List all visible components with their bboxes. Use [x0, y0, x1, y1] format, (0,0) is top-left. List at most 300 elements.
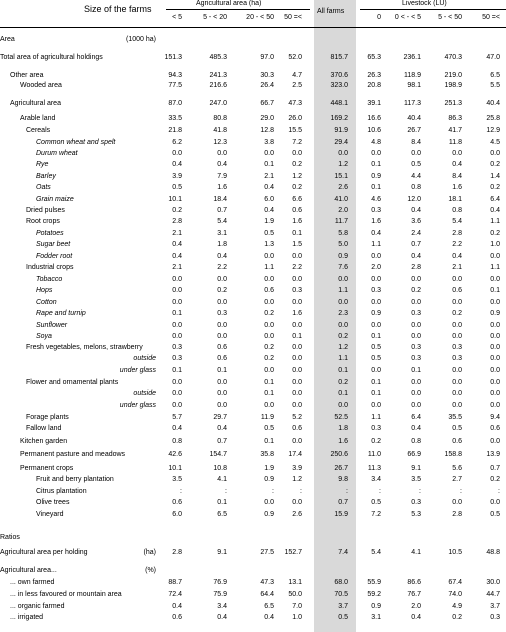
table-row — [0, 497, 506, 510]
table-cell: 0.1 — [292, 333, 302, 340]
table-cell: 8.4 — [411, 139, 421, 146]
table-row — [0, 532, 506, 545]
table-cell: 4.4 — [411, 173, 421, 180]
table-cell: 1.1 — [371, 414, 381, 421]
livestock-col-heading: 5 - < 50 — [438, 14, 462, 21]
row-label: Vineyard — [36, 511, 64, 518]
table-cell: 1.1 — [338, 287, 348, 294]
table-cell: 0.2 — [452, 310, 462, 317]
table-cell: 2.2 — [217, 264, 227, 271]
table-cell: 0.2 — [264, 310, 274, 317]
table-cell: 0.3 — [172, 344, 182, 351]
livestock-group-rule — [360, 9, 506, 10]
table-cell: 4.8 — [371, 139, 381, 146]
table-cell: 10.5 — [448, 549, 462, 556]
table-cell: 0.5 — [371, 355, 381, 362]
row-label: ... irrigated — [10, 614, 44, 621]
table-cell: 0.6 — [172, 614, 182, 621]
table-cell: 9.1 — [217, 549, 227, 556]
table-cell: 52.5 — [334, 414, 348, 421]
table-cell: 0.1 — [292, 230, 302, 237]
table-cell: 2.8 — [452, 230, 462, 237]
table-cell: 6.5 — [264, 603, 274, 610]
table-cell: 66.7 — [260, 100, 274, 107]
table-cell: 30.3 — [260, 72, 274, 79]
table-cell: 0.1 — [217, 367, 227, 374]
table-cell: 0.4 — [411, 207, 421, 214]
row-label: Industrial crops — [26, 264, 74, 271]
table-cell: 0.0 — [338, 276, 348, 283]
table-cell: 0.0 — [292, 150, 302, 157]
table-cell: 0.5 — [371, 499, 381, 506]
table-cell: 2.0 — [371, 264, 381, 271]
size-of-farms-heading: Size of the farms — [84, 4, 152, 14]
table-cell: 0.5 — [264, 425, 274, 432]
table-cell: 0.0 — [172, 150, 182, 157]
table-cell: 17.4 — [288, 451, 302, 458]
table-cell: 0.1 — [371, 184, 381, 191]
table-cell: 15.5 — [288, 127, 302, 134]
table-cell: 117.3 — [404, 100, 421, 107]
table-cell: 5.4 — [371, 549, 381, 556]
table-cell: 0.6 — [217, 355, 227, 362]
table-cell: 1.6 — [371, 218, 381, 225]
table-row — [0, 400, 506, 413]
table-cell: 76.7 — [407, 591, 421, 598]
table-cell: 1.1 — [338, 355, 348, 362]
table-cell: 7.2 — [292, 139, 302, 146]
table-cell: 0.0 — [217, 390, 227, 397]
row-label: Tobacco — [36, 276, 63, 283]
table-cell: 1.2 — [338, 344, 348, 351]
table-row — [0, 509, 506, 522]
table-cell: 6.5 — [490, 72, 500, 79]
row-label: Fodder root — [36, 253, 73, 260]
table-cell: 0.7 — [490, 465, 500, 472]
table-cell: 0.2 — [490, 161, 500, 168]
table-cell: : — [180, 488, 182, 495]
table-cell: 0.3 — [411, 355, 421, 362]
table-cell: 1.2 — [292, 173, 302, 180]
table-cell: 0.0 — [292, 299, 302, 306]
table-cell: : — [498, 488, 500, 495]
table-cell: 158.8 — [444, 451, 462, 458]
table-cell: 0.0 — [490, 322, 500, 329]
livestock-col-heading: 0 < - < 5 — [394, 14, 421, 21]
row-label: Rye — [36, 161, 49, 168]
table-cell: 0.4 — [172, 253, 182, 260]
table-cell: 2.7 — [452, 476, 462, 483]
table-cell: 0.0 — [452, 150, 462, 157]
row-label: Sunflower — [36, 322, 68, 329]
table-cell: 1.6 — [217, 184, 227, 191]
table-cell: 0.3 — [411, 310, 421, 317]
table-cell: 41.0 — [334, 196, 348, 203]
table-cell: 12.0 — [407, 196, 421, 203]
table-cell: 0.0 — [264, 276, 274, 283]
table-cell: 35.5 — [448, 414, 462, 421]
table-cell: 0.0 — [292, 402, 302, 409]
table-cell: 0.4 — [411, 425, 421, 432]
table-cell: 6.0 — [172, 511, 182, 518]
row-label: Area — [0, 36, 15, 43]
table-cell: 0.9 — [264, 476, 274, 483]
table-cell: 0.0 — [490, 299, 500, 306]
row-label: Agricultural area — [10, 100, 61, 107]
table-cell: 0.9 — [264, 511, 274, 518]
table-cell: 0.4 — [217, 614, 227, 621]
table-cell: 0.0 — [452, 390, 462, 397]
table-cell: 1.3 — [264, 241, 274, 248]
row-label: Fallow land — [26, 425, 62, 432]
table-cell: 75.9 — [213, 591, 227, 598]
table-cell: 0.1 — [338, 367, 348, 374]
table-cell: 0.0 — [490, 355, 500, 362]
table-cell: 0.0 — [490, 150, 500, 157]
row-label: Wooded area — [20, 82, 62, 89]
table-cell: 0.6 — [292, 425, 302, 432]
row-label: Kitchen garden — [20, 438, 68, 445]
table-cell: 0.8 — [411, 438, 421, 445]
table-cell: 0.0 — [172, 333, 182, 340]
table-cell: 77.5 — [168, 82, 182, 89]
table-cell: 12.8 — [260, 127, 274, 134]
table-cell: 1.1 — [371, 241, 381, 248]
table-cell: 9.8 — [338, 476, 348, 483]
table-cell: 0.4 — [264, 184, 274, 191]
table-cell: 41.8 — [213, 127, 227, 134]
table-cell: 3.1 — [371, 614, 381, 621]
table-cell: 0.1 — [371, 333, 381, 340]
table-cell: 0.3 — [452, 355, 462, 362]
table-cell: 47.0 — [486, 54, 500, 61]
table-cell: 0.2 — [411, 287, 421, 294]
table-cell: 0.0 — [411, 402, 421, 409]
row-label: outside — [133, 355, 156, 362]
table-cell: 0.8 — [172, 438, 182, 445]
table-cell: 0.1 — [264, 438, 274, 445]
table-cell: 7.4 — [338, 549, 348, 556]
table-cell: 7.9 — [217, 173, 227, 180]
table-cell: 3.9 — [292, 465, 302, 472]
table-cell: 0.0 — [490, 367, 500, 374]
table-cell: 8.4 — [452, 173, 462, 180]
table-row — [0, 589, 506, 602]
table-cell: 88.7 — [168, 579, 182, 586]
row-label: ... own farmed — [10, 579, 55, 586]
table-cell: 1.8 — [217, 241, 227, 248]
table-cell: 6.4 — [411, 414, 421, 421]
table-cell: 2.8 — [172, 549, 182, 556]
table-cell: 0.1 — [264, 379, 274, 386]
table-cell: 0.0 — [490, 333, 500, 340]
table-cell: 0.0 — [411, 333, 421, 340]
table-cell: 0.0 — [264, 150, 274, 157]
table-cell: 0.3 — [452, 344, 462, 351]
table-cell: 59.2 — [367, 591, 381, 598]
row-label: Ratios — [0, 534, 20, 541]
table-cell: 5.7 — [172, 414, 182, 421]
table-cell: 1.0 — [292, 614, 302, 621]
table-cell: 3.7 — [490, 603, 500, 610]
table-cell: 21.8 — [168, 127, 182, 134]
row-label: Barley — [36, 173, 56, 180]
table-cell: 0.0 — [338, 150, 348, 157]
row-label: Soya — [36, 333, 52, 340]
table-cell: 0.0 — [338, 402, 348, 409]
table-cell: 0.0 — [264, 322, 274, 329]
table-cell: 2.4 — [411, 230, 421, 237]
table-cell: 0.2 — [292, 184, 302, 191]
row-label: Durum wheat — [36, 150, 78, 157]
table-cell: 0.0 — [292, 390, 302, 397]
table-cell: 1.6 — [292, 218, 302, 225]
table-cell: 0.0 — [217, 402, 227, 409]
row-label: Fruit and berry plantation — [36, 476, 114, 483]
table-cell: 67.4 — [448, 579, 462, 586]
row-label: Grain maize — [36, 196, 74, 203]
table-cell: 1.0 — [490, 241, 500, 248]
table-cell: 0.4 — [217, 253, 227, 260]
table-cell: 47.3 — [260, 579, 274, 586]
table-cell: 1.1 — [490, 264, 500, 271]
table-cell: 11.9 — [260, 414, 274, 421]
table-cell: 2.8 — [452, 511, 462, 518]
table-cell: 9.1 — [411, 465, 421, 472]
table-cell: 0.0 — [452, 322, 462, 329]
row-unit: (1000 ha) — [126, 36, 156, 43]
table-cell: 2.6 — [292, 511, 302, 518]
table-cell: 0.1 — [264, 390, 274, 397]
table-row — [0, 80, 506, 93]
table-cell: 0.6 — [172, 499, 182, 506]
table-cell: 0.2 — [490, 184, 500, 191]
table-cell: 815.7 — [330, 54, 348, 61]
table-cell: 2.1 — [172, 264, 182, 271]
table-cell: 470.3 — [444, 54, 462, 61]
table-cell: 65.3 — [367, 54, 381, 61]
table-cell: 2.1 — [452, 264, 462, 271]
table-cell: 0.8 — [411, 184, 421, 191]
table-cell: 0.0 — [217, 276, 227, 283]
table-cell: 48.8 — [486, 549, 500, 556]
table-row — [0, 449, 506, 462]
table-cell: 2.2 — [292, 264, 302, 271]
table-cell: 0.0 — [371, 402, 381, 409]
table-row — [0, 52, 506, 65]
table-cell: 0.0 — [411, 379, 421, 386]
table-cell: 3.8 — [264, 139, 274, 146]
table-cell: 1.2 — [292, 476, 302, 483]
table-cell: 0.0 — [371, 150, 381, 157]
table-cell: 44.7 — [486, 591, 500, 598]
table-cell: 2.2 — [452, 241, 462, 248]
table-cell: 5.4 — [452, 218, 462, 225]
table-cell: 0.9 — [338, 253, 348, 260]
table-cell: 26.4 — [260, 82, 274, 89]
table-cell: 198.9 — [444, 82, 462, 89]
table-cell: 0.3 — [371, 207, 381, 214]
table-cell: 76.9 — [213, 579, 227, 586]
table-cell: 0.0 — [371, 367, 381, 374]
table-cell: 25.8 — [486, 115, 500, 122]
table-cell: : — [419, 488, 421, 495]
table-cell: 0.0 — [217, 379, 227, 386]
table-cell: 0.2 — [217, 287, 227, 294]
table-cell: 0.0 — [452, 379, 462, 386]
table-cell: 52.0 — [288, 54, 302, 61]
table-cell: 3.5 — [411, 476, 421, 483]
table-cell: 0.7 — [217, 207, 227, 214]
table-cell: 0.9 — [371, 603, 381, 610]
table-row — [0, 423, 506, 436]
header-bottom-rule — [0, 27, 506, 28]
table-cell: 0.4 — [411, 253, 421, 260]
table-cell: 72.4 — [168, 591, 182, 598]
table-cell: 0.0 — [292, 344, 302, 351]
table-cell: 0.0 — [490, 253, 500, 260]
table-cell: 0.0 — [264, 402, 274, 409]
table-cell: 448.1 — [330, 100, 348, 107]
table-cell: 0.6 — [292, 207, 302, 214]
table-cell: 0.4 — [172, 425, 182, 432]
row-label: Permanent crops — [20, 465, 74, 472]
table-cell: 0.0 — [490, 379, 500, 386]
table-cell: 3.4 — [371, 476, 381, 483]
table-cell: 0.5 — [338, 614, 348, 621]
table-row — [0, 216, 506, 229]
table-row — [0, 436, 506, 449]
table-cell: 39.1 — [367, 100, 381, 107]
table-cell: 0.2 — [490, 230, 500, 237]
table-cell: 5.3 — [411, 511, 421, 518]
table-cell: 0.4 — [217, 161, 227, 168]
table-cell: 0.6 — [452, 287, 462, 294]
table-cell: 0.9 — [371, 310, 381, 317]
area-col-heading: < 5 — [172, 14, 182, 21]
table-cell: 35.8 — [260, 451, 274, 458]
table-cell: 4.9 — [452, 603, 462, 610]
table-cell: 0.0 — [217, 299, 227, 306]
table-row — [0, 612, 506, 625]
table-cell: 12.3 — [213, 139, 227, 146]
table-cell: 0.0 — [172, 322, 182, 329]
row-label: Potatoes — [36, 230, 64, 237]
table-cell: 5.5 — [490, 82, 500, 89]
table-cell: 4.5 — [490, 139, 500, 146]
table-cell: 41.7 — [448, 127, 462, 134]
area-col-heading: 20 - < 50 — [246, 14, 274, 21]
table-row — [0, 577, 506, 590]
table-cell: 0.0 — [217, 333, 227, 340]
table-cell: 0.3 — [371, 425, 381, 432]
table-cell: 87.0 — [168, 100, 182, 107]
table-cell: 0.4 — [172, 603, 182, 610]
table-cell: 70.5 — [334, 591, 348, 598]
table-cell: 94.3 — [168, 72, 182, 79]
table-cell: 16.6 — [367, 115, 381, 122]
table-cell: 10.8 — [213, 465, 227, 472]
table-cell: 0.2 — [172, 207, 182, 214]
table-cell: 0.5 — [452, 425, 462, 432]
table-cell: 0.0 — [490, 438, 500, 445]
row-label: under glass — [119, 402, 156, 409]
table-cell: 0.3 — [371, 287, 381, 294]
table-cell: 5.8 — [338, 230, 348, 237]
row-label: Rape and turnip — [36, 310, 86, 317]
table-cell: 0.4 — [217, 425, 227, 432]
table-cell: 5.0 — [338, 241, 348, 248]
table-cell: 7.6 — [338, 264, 348, 271]
table-cell: 26.7 — [407, 127, 421, 134]
table-cell: 0.0 — [264, 253, 274, 260]
livestock-group-heading: Livestock (LU) — [402, 0, 447, 7]
row-unit: (ha) — [143, 549, 156, 556]
table-cell: 1.2 — [338, 161, 348, 168]
table-cell: : — [460, 488, 462, 495]
table-cell: 0.0 — [452, 276, 462, 283]
table-cell: 0.0 — [452, 499, 462, 506]
row-label: Agricultural area... — [0, 567, 57, 574]
table-cell: 0.3 — [411, 344, 421, 351]
table-cell: 0.0 — [371, 299, 381, 306]
table-cell: 11.0 — [367, 451, 381, 458]
row-label: Forage plants — [26, 414, 69, 421]
table-cell: 18.1 — [448, 196, 462, 203]
table-cell: 0.5 — [490, 511, 500, 518]
table-cell: 4.7 — [292, 72, 302, 79]
table-cell: 50.0 — [288, 591, 302, 598]
table-cell: 0.1 — [371, 390, 381, 397]
table-cell: 0.5 — [264, 230, 274, 237]
table-cell: 0.4 — [452, 161, 462, 168]
livestock-col-heading: 0 — [377, 14, 381, 21]
table-row — [0, 565, 506, 578]
area-group-rule — [166, 9, 310, 10]
table-cell: 0.0 — [292, 499, 302, 506]
table-cell: 9.4 — [490, 414, 500, 421]
table-cell: 0.3 — [490, 614, 500, 621]
table-cell: 0.0 — [452, 333, 462, 340]
table-cell: 0.7 — [338, 499, 348, 506]
table-cell: 219.0 — [444, 72, 462, 79]
table-cell: 98.1 — [407, 82, 421, 89]
table-cell: 0.0 — [172, 276, 182, 283]
table-cell: 1.8 — [338, 425, 348, 432]
table-cell: 0.0 — [452, 299, 462, 306]
row-label: Agricultural area per holding — [0, 549, 88, 556]
table-cell: 0.0 — [217, 150, 227, 157]
table-cell: 0.0 — [292, 438, 302, 445]
table-cell: 0.9 — [490, 310, 500, 317]
table-row — [0, 159, 506, 172]
table-row — [0, 34, 506, 47]
table-cell: 74.0 — [448, 591, 462, 598]
table-cell: 1.9 — [264, 465, 274, 472]
table-cell: 0.3 — [411, 499, 421, 506]
table-cell: 2.5 — [292, 82, 302, 89]
table-row — [0, 182, 506, 195]
table-cell: 91.9 — [334, 127, 348, 134]
table-cell: 2.3 — [338, 310, 348, 317]
table-cell: 0.4 — [172, 241, 182, 248]
table-cell: 15.9 — [334, 511, 348, 518]
table-cell: 97.0 — [260, 54, 274, 61]
table-cell: 5.2 — [292, 414, 302, 421]
table-cell: 0.1 — [217, 499, 227, 506]
table-row — [0, 125, 506, 138]
row-label: Dried pulses — [26, 207, 65, 214]
